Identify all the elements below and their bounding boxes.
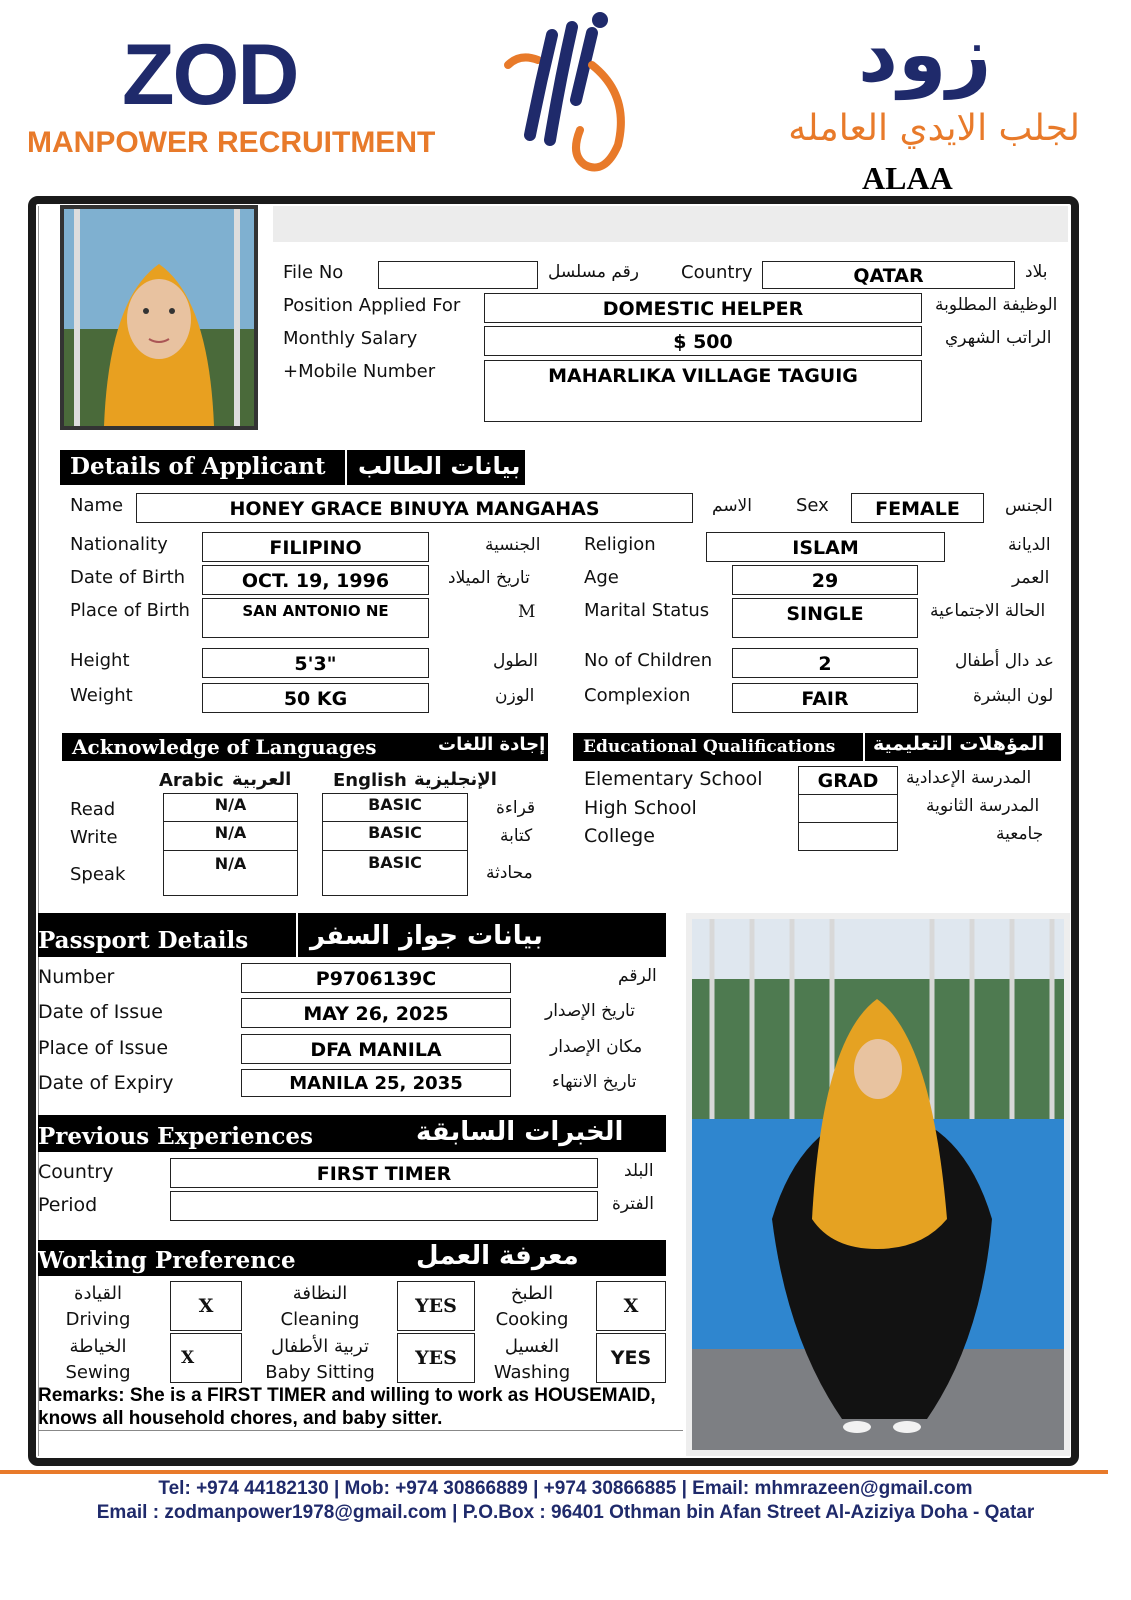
height-field: 5'3" xyxy=(202,648,429,678)
exp-country-label: Country xyxy=(38,1161,114,1183)
passport-number-field: P9706139C xyxy=(241,963,511,993)
write-english-cell: BASIC xyxy=(322,821,468,851)
speak-arabic-cell: N/A xyxy=(163,850,298,896)
salary-label-ar: الراتب الشهري xyxy=(945,328,1052,348)
col-english-label: English xyxy=(333,770,407,791)
children-field: 2 xyxy=(732,648,918,678)
languages-section-title-ar: إجادة اللغات xyxy=(438,734,546,755)
passport-expiry-label: Date of Expiry xyxy=(38,1072,174,1094)
applicant-photo-full xyxy=(686,913,1070,1456)
salary-field: $ 500 xyxy=(484,326,922,356)
country-label-ar: بلاد xyxy=(1025,262,1048,282)
education-section-title-ar: المؤهلات التعليمية xyxy=(873,733,1045,755)
exp-period-label-ar: الفترة xyxy=(612,1194,654,1214)
read-label: Read xyxy=(70,799,116,820)
cleaning-label: Cleaning xyxy=(280,1309,360,1330)
footer-line-2: Email : zodmanpower1978@gmail.com | P.O.Box : 96401 Othman bin Afan Street Al-Aziziya Doha - Qatar xyxy=(96,1502,1035,1523)
sewing-label: Sewing xyxy=(65,1362,131,1383)
file-no-label: File No xyxy=(283,262,344,283)
passport-issue-field: MAY 26, 2025 xyxy=(241,998,511,1028)
mobile-field: MAHARLIKA VILLAGE TAGUIG xyxy=(484,360,922,422)
exp-period-field xyxy=(170,1191,598,1221)
sewing-label-ar: الخياطة xyxy=(69,1336,127,1357)
cleaning-label-ar: النظافة xyxy=(292,1283,348,1304)
dob-label: Date of Birth xyxy=(70,567,186,588)
high-school-label-ar: المدرسة الثانوية xyxy=(926,796,1040,816)
cooking-label: Cooking xyxy=(495,1309,569,1330)
arabic-brand: زود xyxy=(858,10,992,100)
applicant-photo-portrait xyxy=(60,205,258,430)
exp-country-field: FIRST TIMER xyxy=(170,1158,598,1188)
agent-name: ALAA xyxy=(862,160,953,196)
preference-section-title: Working Preference xyxy=(38,1247,296,1274)
washing-value: YES xyxy=(596,1333,666,1383)
col-english-label-ar: الإنجليزية xyxy=(414,769,497,790)
brand-logo-text: ZOD xyxy=(122,27,298,123)
nationality-label: Nationality xyxy=(70,534,168,555)
washing-label: Washing xyxy=(493,1362,571,1383)
position-label: Position Applied For xyxy=(283,295,461,316)
applicant-section-title-ar: بيانات الطالب xyxy=(358,452,521,480)
baby-label: Baby Sitting xyxy=(265,1362,375,1383)
driving-label-ar: القيادة xyxy=(74,1283,122,1304)
passport-section-title-ar: بيانات جواز السفر xyxy=(310,921,543,951)
footer-line-1: Tel: +974 44182130 | Mob: +974 30866889 | +974 30866885 | Email: mhmrazeen@gmail.com xyxy=(158,1478,973,1499)
col-arabic-label: Arabic xyxy=(159,770,224,791)
elementary-label: Elementary School xyxy=(584,768,763,790)
passport-section-bar xyxy=(38,913,666,957)
children-label-ar: عد دال أطفال xyxy=(955,651,1054,671)
religion-field: ISLAM xyxy=(706,532,945,562)
pob-label-ar: M xyxy=(518,602,536,622)
complexion-label-ar: لون البشرة xyxy=(973,686,1054,706)
washing-label-ar: الغسيل xyxy=(504,1336,560,1357)
brand-tagline: MANPOWER RECRUITMENT xyxy=(27,126,436,159)
experience-section-title: Previous Experiences xyxy=(38,1123,313,1150)
pob-label: Place of Birth xyxy=(70,600,190,621)
speak-label: Speak xyxy=(70,864,126,885)
company-logo-icon xyxy=(500,5,640,180)
nationality-field: FILIPINO xyxy=(202,532,429,562)
elementary-field: GRAD xyxy=(798,766,898,795)
name-label: Name xyxy=(70,495,124,516)
height-label: Height xyxy=(70,650,130,671)
sex-label-ar: الجنس xyxy=(1005,496,1053,516)
driving-value: X xyxy=(170,1281,242,1331)
applicant-section-bar xyxy=(60,450,525,485)
sex-field: FEMALE xyxy=(851,493,984,523)
cooking-label-ar: الطبخ xyxy=(510,1283,554,1304)
write-label-ar: كتابة xyxy=(500,826,533,846)
languages-section-title: Acknowledge of Languages xyxy=(72,735,377,759)
salary-label: Monthly Salary xyxy=(283,328,418,349)
complexion-label: Complexion xyxy=(584,685,691,706)
weight-label-ar: الوزن xyxy=(495,686,535,706)
preference-section-bar xyxy=(38,1240,666,1276)
passport-number-label-ar: الرقم xyxy=(618,966,657,986)
education-section-bar xyxy=(573,733,1061,761)
complexion-field: FAIR xyxy=(732,683,918,713)
col-arabic-label-ar: العربية xyxy=(232,769,292,790)
position-label-ar: الوظيفة المطلوبة xyxy=(935,295,1058,315)
write-label: Write xyxy=(70,827,118,848)
passport-number-label: Number xyxy=(38,966,115,988)
dob-label-ar: تاريخ الميلاد xyxy=(448,568,530,588)
weight-label: Weight xyxy=(70,685,133,706)
sewing-value: X xyxy=(170,1333,242,1383)
passport-issue-label-ar: تاريخ الإصدار xyxy=(545,1001,635,1021)
read-arabic-cell: N/A xyxy=(163,793,298,822)
passport-issue-label: Date of Issue xyxy=(38,1001,163,1023)
top-gray-strip xyxy=(273,206,1068,242)
cleaning-value: YES xyxy=(397,1281,475,1331)
name-field: HONEY GRACE BINUYA MANGAHAS xyxy=(136,493,693,523)
height-label-ar: الطول xyxy=(493,651,538,671)
elementary-label-ar: المدرسة الإعدادية xyxy=(906,768,1032,788)
marital-label: Marital Status xyxy=(584,600,710,621)
exp-period-label: Period xyxy=(38,1194,98,1216)
high-school-label: High School xyxy=(584,797,697,819)
experience-section-title-ar: الخبرات السابقة xyxy=(416,1117,624,1147)
passport-place-label-ar: مكان الإصدار xyxy=(550,1037,643,1057)
write-arabic-cell: N/A xyxy=(163,821,298,851)
age-label-ar: العمر xyxy=(1012,568,1050,588)
arabic-tagline: لجلب الايدي العامله xyxy=(788,108,1080,149)
mobile-label: +Mobile Number xyxy=(283,361,436,382)
nationality-label-ar: الجنسية xyxy=(485,535,541,555)
footer-rule xyxy=(0,1470,1108,1474)
country-label: Country xyxy=(681,262,753,283)
cooking-value: X xyxy=(596,1281,666,1331)
speak-english-cell: BASIC xyxy=(322,850,468,896)
passport-section-title: Passport Details xyxy=(38,927,249,954)
file-no-field xyxy=(378,261,538,289)
passport-expiry-label-ar: تاريخ الانتهاء xyxy=(552,1072,637,1092)
college-field xyxy=(798,822,898,851)
age-field: 29 xyxy=(732,565,918,595)
remarks-underline xyxy=(38,1430,683,1431)
country-field: QATAR xyxy=(762,261,1015,289)
religion-label-ar: الديانة xyxy=(1008,535,1051,555)
baby-label-ar: تربية الأطفال xyxy=(270,1336,369,1357)
pob-field: SAN ANTONIO NE xyxy=(202,598,429,638)
age-label: Age xyxy=(584,567,619,588)
applicant-section-title: Details of Applicant xyxy=(70,453,326,480)
education-section-title: Educational Qualifications xyxy=(583,737,836,757)
passport-place-label: Place of Issue xyxy=(38,1037,169,1059)
name-label-ar: الاسم xyxy=(712,496,752,516)
languages-section-bar xyxy=(62,733,548,761)
college-label: College xyxy=(584,825,655,847)
sex-label: Sex xyxy=(796,495,829,516)
weight-field: 50 KG xyxy=(202,683,429,713)
preference-section-title-ar: معرفة العمل xyxy=(416,1241,579,1271)
speak-label-ar: محادثة xyxy=(486,863,533,883)
remarks-text: Remarks: She is a FIRST TIMER and willing to work as HOUSEMAID, knows all household chores, and baby sitter. xyxy=(38,1385,656,1429)
position-field: DOMESTIC HELPER xyxy=(484,293,922,323)
college-label-ar: جامعية xyxy=(996,824,1044,844)
passport-expiry-field: MANILA 25, 2035 xyxy=(241,1069,511,1097)
exp-country-label-ar: البلد xyxy=(624,1161,654,1181)
experience-section-bar xyxy=(38,1115,666,1152)
baby-value: YES xyxy=(397,1333,475,1383)
marital-label-ar: الحالة الاجتماعية xyxy=(930,601,1046,621)
read-english-cell: BASIC xyxy=(322,793,468,822)
children-label: No of Children xyxy=(584,650,713,671)
read-label-ar: قراءة xyxy=(496,798,536,818)
high-school-field xyxy=(798,794,898,823)
dob-field: OCT. 19, 1996 xyxy=(202,565,429,595)
marital-field: SINGLE xyxy=(732,598,918,638)
file-no-label-ar: رقم مسلسل xyxy=(548,262,639,282)
religion-label: Religion xyxy=(584,534,656,555)
driving-label: Driving xyxy=(65,1309,131,1330)
passport-place-field: DFA MANILA xyxy=(241,1034,511,1064)
